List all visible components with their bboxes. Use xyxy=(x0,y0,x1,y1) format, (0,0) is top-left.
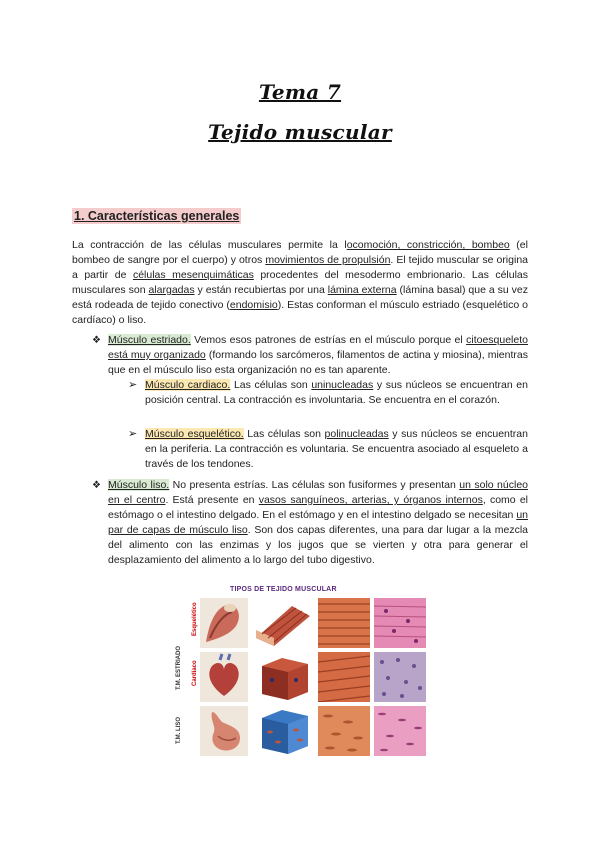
liso-paragraph xyxy=(108,478,528,568)
figure-label-estriado: T.M. ESTRIADO xyxy=(176,645,182,690)
liso-underline: un solo núcleo en el centro xyxy=(108,479,528,506)
smooth-tissue-3d xyxy=(252,706,314,756)
heart-illustration xyxy=(200,652,248,702)
muscle-types-figure xyxy=(170,586,426,758)
intro-text: ). Estas conforman el músculo estriado (esquelético o cardíaco) o liso. xyxy=(72,299,528,326)
cardiaco-paragraph xyxy=(145,378,528,408)
cardiac-micrograph-1 xyxy=(318,652,370,702)
liso-underline: vasos sanguíneos, arterias, y órganos internos xyxy=(258,494,483,506)
arrow-bullet-icon: ➢ xyxy=(128,379,138,391)
arrow-bullet-icon: ➢ xyxy=(128,428,138,440)
skeletal-fiber-3d xyxy=(252,598,314,648)
skeletal-arm-illustration xyxy=(200,598,248,648)
diamond-bullet-icon: ❖ xyxy=(92,480,101,491)
estriado-underline: citoesqueleto está muy organizado xyxy=(108,334,528,361)
diamond-bullet-icon: ❖ xyxy=(92,335,101,346)
estriado-paragraph xyxy=(108,333,528,378)
liso-text: . Son dos capas diferentes, una para dar lugar a la mezcla del alimento con las enzimas y los jugos que se vierten y otra para generar el desplazamiento del alimento a lo largo del tubo digestivo. xyxy=(108,524,528,566)
esqueletico-text: y sus núcleos se encuentran en la periferia. La contracción es voluntaria. Se encuentra asociado al esqueleto a través de los tendones. xyxy=(145,428,528,470)
esqueletico-paragraph xyxy=(145,427,528,472)
intro-text: La contracción de las células musculares permite la l xyxy=(72,239,347,251)
intro-underline: lámina externa xyxy=(327,284,397,296)
intro-paragraph xyxy=(72,238,528,328)
figure-label-esqueletico: Esquelético xyxy=(192,602,198,636)
cardiaco-underline: uninucleadas xyxy=(311,379,374,391)
intro-text: y están recubiertas por una xyxy=(194,284,328,296)
figure-title: TIPOS DE TEJIDO MUSCULAR xyxy=(230,586,337,593)
page-title-topic: Tema 7 xyxy=(258,80,342,104)
section-heading: 1. Características generales xyxy=(74,209,240,223)
cardiaco-label: Músculo cardiaco. xyxy=(145,379,231,391)
stomach-illustration xyxy=(200,706,248,756)
esqueletico-label: Músculo esquelético. xyxy=(145,428,244,440)
figure-label-cardiaco: Cardíaco xyxy=(192,660,198,686)
estriado-label: Músculo estriado. xyxy=(108,334,191,346)
intro-underline: endomisio xyxy=(229,299,278,311)
cardiac-tissue-3d xyxy=(252,652,314,702)
intro-text: procedentes del mesodermo embrionario. Las células musculares son xyxy=(72,269,529,296)
intro-underline: movimientos de propulsión xyxy=(265,254,391,266)
estriado-text: Vemos esos patrones de estrías en el músculo porque el xyxy=(190,334,467,346)
liso-label: Músculo liso. xyxy=(108,479,170,491)
intro-underline: células mesenquimáticas xyxy=(132,269,254,281)
liso-text: . Está presente en xyxy=(165,494,259,506)
smooth-micrograph-1 xyxy=(318,706,370,756)
cardiaco-text: y sus núcleos se encuentran en posición central. La contracción es involuntaria. Se encuentra en el corazón. xyxy=(145,379,528,406)
smooth-micrograph-2 xyxy=(374,706,426,756)
skeletal-micrograph-1 xyxy=(318,598,370,648)
intro-underline: ocomoción, constricción, bombeo xyxy=(346,239,510,251)
intro-underline: alargadas xyxy=(148,284,195,296)
intro-text: . El tejido muscular se origina a partir de xyxy=(72,254,528,281)
liso-text: No presenta estrías. Las células son fusiformes y presentan xyxy=(169,479,460,491)
intro-text: (lámina basal) que a su vez está rodeada de tejido conectivo ( xyxy=(72,284,528,311)
esqueletico-text: Las células son xyxy=(243,428,325,440)
cardiac-micrograph-2 xyxy=(374,652,426,702)
skeletal-micrograph-2 xyxy=(374,598,426,648)
estriado-text: (formando los sarcómeros, filamentos de actina y miosina), mientras que en el músculo liso esta organización no es tan aparente. xyxy=(108,349,528,376)
liso-text: , como el estómago o el intestino delgado. En el estómago y en el intestino delgado se necesitan xyxy=(108,494,528,521)
liso-underline: un par de capas de músculo liso xyxy=(108,509,528,536)
intro-text: (el bombeo de sangre por el cuerpo) y otros xyxy=(72,239,528,266)
figure-label-liso: T.M. LISO xyxy=(176,717,182,744)
cardiaco-text: Las células son xyxy=(230,379,312,391)
esqueletico-underline: polinucleadas xyxy=(324,428,389,440)
page-title-subject: Tejido muscular xyxy=(208,120,392,144)
